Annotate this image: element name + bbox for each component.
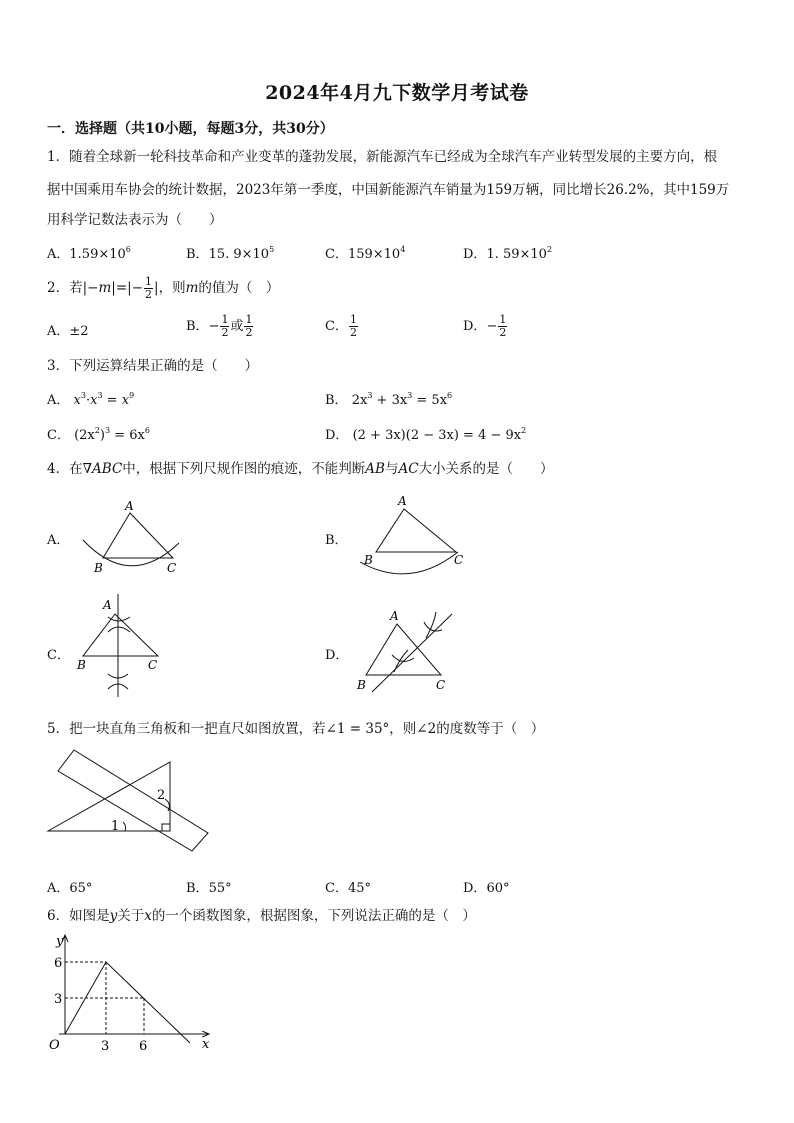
point-c-label: C	[454, 553, 464, 567]
q4-option-b-label: B．	[325, 533, 348, 548]
compass-arc	[108, 627, 130, 632]
q5-figure	[45, 742, 215, 854]
q1-option-c	[325, 243, 405, 262]
option-label: C．	[47, 428, 70, 443]
y-tick-6: 6	[54, 956, 63, 971]
option-value: 1. 59×10	[486, 247, 547, 262]
set-square	[48, 762, 170, 831]
point-a-label: A	[398, 494, 407, 508]
point-b-label: B	[364, 553, 373, 567]
var-m: m	[185, 280, 199, 296]
option-label: C．	[325, 319, 348, 334]
angle-1-label: 1	[111, 819, 120, 834]
triangle	[376, 509, 456, 552]
q4-figure-b	[350, 490, 480, 580]
q3-option-b: B． $2x^3 + 3x^3 = 5x^6$	[325, 391, 453, 408]
fraction-half: $\frac{1}{2}$	[145, 275, 153, 301]
abs-left: |−	[82, 280, 99, 296]
option-label: B．	[325, 393, 348, 408]
neg-sign: −	[486, 319, 498, 334]
triangle	[103, 513, 173, 558]
x-tick-3: 3	[101, 1039, 110, 1054]
q4-figure-c	[72, 592, 172, 704]
q1-line1: 1．随着全球新一轮科技革命和产业变革的蓬勃发展，新能源汽车已经成为全球汽车产业转型发展的主要方向，根	[47, 149, 718, 165]
x-tick-6: 6	[139, 1039, 148, 1054]
exponent: 2	[546, 245, 553, 254]
q3-stem: 3．下列运算结果正确的是（ ）	[47, 358, 259, 374]
abs-right: |，则	[154, 280, 186, 296]
or-word: 或	[230, 319, 244, 334]
q6-stem: 6．如图是y关于x的一个函数图象，根据图象，下列说法正确的是（ ）	[47, 908, 476, 924]
option-label: D．	[463, 247, 487, 262]
option-label: D．	[325, 428, 349, 443]
point-c-label: C	[167, 561, 177, 575]
fraction-half: $\frac{1}{2}$	[245, 313, 253, 339]
q2-pre: 2．若	[47, 280, 83, 296]
exponent: 4	[400, 245, 406, 254]
point-c-label: C	[436, 678, 446, 692]
q2-option-a	[47, 320, 89, 339]
option-label: B．	[186, 247, 209, 262]
section-heading: 一．选择题（共10小题，每题3分，共30分）	[47, 121, 334, 137]
q1-line2: 据中国乘用车协会的统计数据，2023年第一季度，中国新能源汽车销量为159万辆，同比增长26.2%，其中159万	[47, 182, 730, 198]
q1-option-a	[47, 243, 131, 262]
angle-1-arc	[123, 822, 126, 831]
angle-2-label: 2	[157, 788, 166, 803]
option-label: A．	[47, 324, 70, 339]
q2-option-c	[325, 314, 359, 339]
q4-option-a-label: A．	[47, 533, 70, 548]
fraction-half: $\frac{1}{2}$	[221, 313, 229, 339]
option-label: A．	[47, 247, 70, 262]
var-m: m	[98, 280, 112, 296]
q4-option-c-label: C．	[47, 648, 70, 663]
option-label: D．	[463, 319, 487, 334]
q4-figure-a	[75, 495, 195, 580]
q2-option-d	[463, 314, 508, 339]
option-label: C．	[325, 247, 348, 262]
guide-lines	[65, 962, 144, 1034]
q5-option-a: A．65°	[47, 881, 93, 896]
q3-option-c: C． $(2x^2)^3 = 6x^6$	[47, 426, 150, 443]
q2-stem	[47, 276, 279, 301]
function-line	[65, 962, 190, 1043]
triangle	[83, 614, 158, 656]
option-label: A．	[47, 393, 70, 408]
point-a-label: A	[103, 598, 112, 612]
x-axis-label: x	[202, 1037, 210, 1052]
page-title: 2024年4月九下数学月考试卷	[265, 82, 529, 104]
option-value: 159×10	[347, 247, 401, 262]
fraction-half: $\frac{1}{2}$	[349, 313, 357, 339]
compass-arc	[360, 552, 458, 574]
triangle-symbol: ∇ABC	[82, 461, 123, 477]
q2-post: 的值为（ ）	[198, 280, 280, 296]
q5-stem: 5．把一块直角三角板和一把直尺如图放置，若∠1 = 35°，则∠2的度数等于（ ）	[47, 721, 545, 737]
option-value: ±2	[69, 324, 89, 339]
exponent: 6	[125, 245, 131, 254]
point-b-label: B	[94, 561, 103, 575]
y-axis-label: y	[56, 934, 64, 949]
point-b-label: B	[357, 678, 366, 692]
point-b-label: B	[77, 658, 86, 672]
exponent: 5	[269, 245, 275, 254]
q5-option-d: D．60°	[463, 881, 510, 896]
option-value: 1.59×10	[69, 247, 126, 262]
q1-option-b	[186, 243, 274, 262]
fraction-half: $\frac{1}{2}$	[499, 313, 507, 339]
right-angle-mark	[162, 824, 170, 831]
q4-option-d-label: D．	[325, 648, 349, 663]
q4-stem: 4．在∇ABC中，根据下列尺规作图的痕迹，不能判断AB与AC大小关系的是（ ）	[47, 461, 554, 477]
q1-option-d	[463, 243, 552, 262]
q3-option-d: D． $(2 + 3x)(2 - 3x) = 4 - 9x^2$	[325, 426, 527, 443]
abs-mid: |=|−	[111, 280, 144, 296]
q3-option-a: A． $x^3\cdot x^3 = x^9$	[47, 391, 135, 408]
option-value: 15. 9×10	[208, 247, 270, 262]
q5-option-c: C．45°	[325, 881, 371, 896]
origin-label: O	[49, 1038, 60, 1053]
point-a-label: A	[390, 609, 399, 623]
q1-line3: 用科学记数法表示为（ ）	[47, 212, 223, 228]
q6-function-graph	[45, 930, 220, 1055]
y-tick-3: 3	[54, 992, 63, 1007]
q5-option-b: B．55°	[186, 881, 232, 896]
neg-sign: −	[208, 319, 220, 334]
q4-figure-d	[352, 600, 472, 695]
ruler	[58, 750, 208, 851]
point-a-label: A	[125, 499, 134, 513]
angle-2-arc	[165, 799, 169, 811]
option-label: B．	[186, 319, 209, 334]
q2-option-b	[186, 314, 254, 339]
point-c-label: C	[148, 658, 158, 672]
